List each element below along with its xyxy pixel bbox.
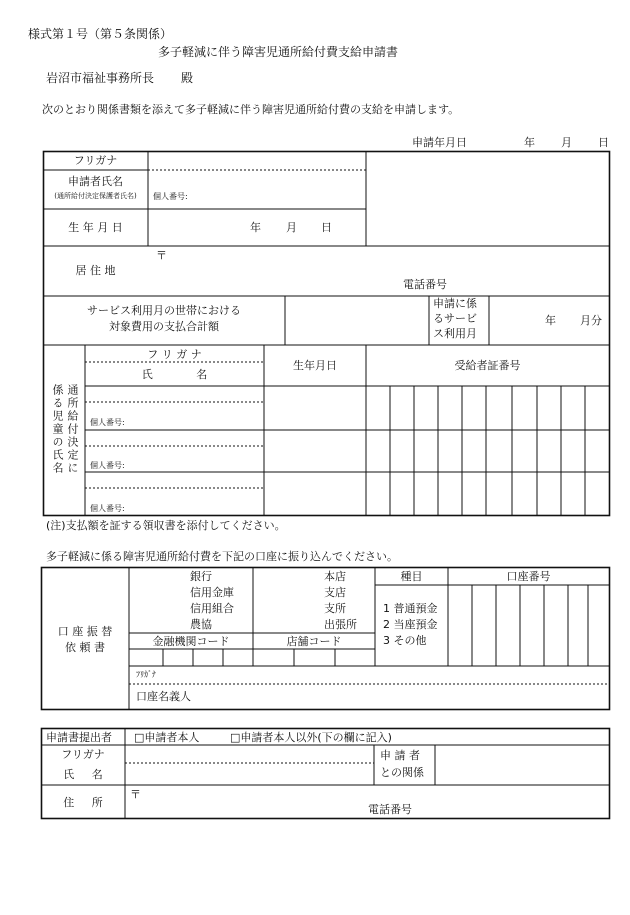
applicant-dob-year: 年: [250, 221, 261, 234]
submitter-name-label: 氏 名: [63, 768, 103, 781]
service-total-label-1: サービス利用月の世帯における: [87, 304, 241, 317]
applicant-name-label: 申請者氏名: [68, 175, 123, 188]
branch-type-office: 支所: [324, 602, 346, 615]
holder-label: 口座名義人: [136, 690, 191, 703]
applicant-address-field[interactable]: [149, 247, 608, 295]
children-section-label-col2: 係る児童の氏名: [51, 384, 64, 475]
inst-code-label: 金融機関コード: [152, 635, 230, 648]
account-type-other: 3 その他: [383, 634, 427, 647]
account-type-header: 種目: [400, 570, 423, 583]
children-furigana-header: フ リ ガ ナ: [147, 348, 202, 361]
service-total-amount-field[interactable]: [286, 297, 428, 344]
applicant-address-label: 居 住 地: [75, 264, 116, 277]
applicant-phone-label: 電話番号: [403, 278, 447, 291]
holder-furigana-label: ﾌﾘｶﾞﾅ: [136, 670, 156, 679]
service-month-label-2: るサービ: [433, 312, 477, 325]
account-number-header: 口座番号: [506, 570, 551, 583]
submitter-label: 申請書提出者: [46, 731, 112, 744]
branch-type-main: 本店: [324, 570, 346, 583]
branch-code-label: 店舗コード: [286, 635, 342, 648]
child-3-my-number-label: 個人番号:: [90, 504, 125, 513]
child-3-name-field[interactable]: [86, 473, 263, 514]
account-type-ordinary: 1 普通預金: [383, 602, 438, 615]
holder-name-field[interactable]: [254, 667, 608, 708]
receipt-note: (注)支払額を証する領収書を添付してください。: [46, 519, 286, 532]
submitter-relation-field[interactable]: [436, 746, 608, 784]
child-1-my-number-label: 個人番号:: [90, 418, 125, 427]
bank-label-2: 依 頼 書: [65, 641, 105, 654]
applicant-dob-day: 日: [321, 221, 332, 234]
service-month-suffix: 月分: [580, 314, 602, 327]
applicant-dob-month: 月: [286, 221, 297, 234]
honorific: 殿: [181, 71, 194, 85]
submitter-phone-label: 電話番号: [368, 803, 412, 816]
inst-type-nokyo: 農協: [190, 618, 212, 631]
submitter-relation-label-1: 申 請 者: [380, 749, 420, 762]
form-number: 様式第１号（第５条関係）: [28, 27, 173, 41]
branch-type-sub: 出張所: [324, 618, 357, 631]
applicant-my-number-label: 個人番号:: [153, 192, 188, 201]
applicant-name-note: (通所給付決定保護者氏名): [54, 192, 137, 200]
children-dob-header: 生年月日: [293, 359, 337, 372]
applicant-dob-label: 生 年 月 日: [68, 221, 123, 234]
applicant-postal-mark: 〒: [156, 249, 167, 262]
applicant-furigana-label: フリガナ: [73, 154, 118, 167]
date-day: 日: [598, 136, 609, 149]
inst-type-bank: 銀行: [190, 570, 212, 583]
service-month-label-1: 申請に係: [433, 297, 477, 310]
child-1-name-field[interactable]: [86, 387, 263, 429]
submitter-address-label: 住 所: [63, 796, 103, 809]
children-name-header: 氏 名: [141, 368, 208, 381]
children-cert-header: 受給者証番号: [454, 359, 521, 372]
submitter-name-field[interactable]: [126, 746, 373, 784]
submitter-address-field[interactable]: [126, 786, 608, 817]
bank-intro: 多子軽減に係る障害児通所給付費を下記の口座に振り込んでください。: [46, 550, 398, 563]
form-title: 多子軽減に伴う障害児通所給付費支給申請書: [158, 45, 399, 59]
submitter-postal-mark: 〒: [130, 788, 141, 801]
inst-type-kumiai: 信用組合: [190, 602, 234, 615]
applicant-furigana-field[interactable]: [149, 152, 365, 169]
application-statement: 次のとおり関係書類を添えて多子軽減に伴う障害児通所給付費の支給を申請します。: [42, 103, 460, 116]
inst-type-shinkin: 信用金庫: [190, 586, 234, 599]
date-month: 月: [561, 136, 572, 149]
service-total-label-2: 対象費用の支払合計額: [109, 320, 219, 333]
branch-type-branch: 支店: [324, 586, 346, 599]
submitter-option-self[interactable]: □申請者本人: [134, 731, 200, 744]
submitter-relation-label-2: との関係: [380, 766, 424, 779]
addressee: 岩沼市福祉事務所長: [46, 71, 155, 85]
bank-label-1: 口 座 振 替: [57, 625, 113, 638]
submitter-furigana-label: フリガナ: [61, 748, 105, 761]
service-month-label-3: ス利用月: [433, 327, 477, 340]
applicant-name-field[interactable]: [149, 171, 365, 208]
submitter-option-other[interactable]: □申請者本人以外(下の欄に記入): [230, 731, 392, 744]
applicant-seal-area[interactable]: [367, 152, 608, 245]
service-month-year: 年: [545, 314, 556, 327]
account-type-current: 2 当座預金: [383, 618, 438, 631]
date-year: 年: [524, 136, 535, 149]
date-label: 申請年月日: [412, 136, 467, 149]
child-2-my-number-label: 個人番号:: [90, 461, 125, 470]
child-2-name-field[interactable]: [86, 431, 263, 471]
children-section-label-col1: 通所給付決定に: [66, 384, 79, 475]
